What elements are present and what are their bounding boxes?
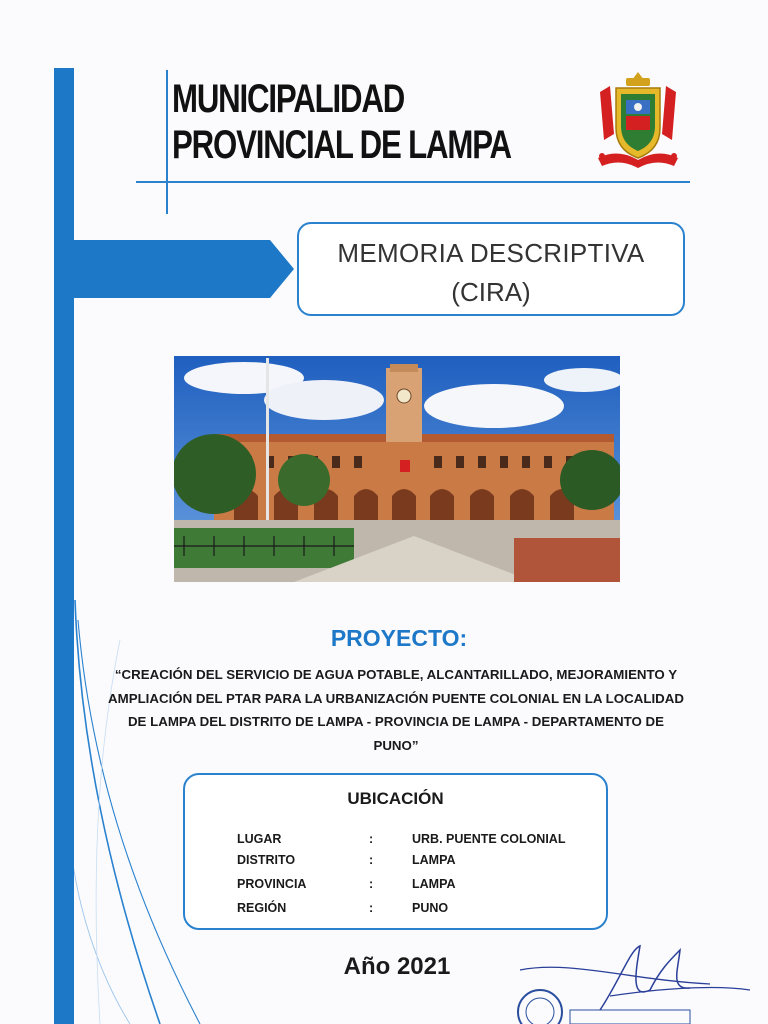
location-key: PROVINCIA [237,877,307,891]
location-key: DISTRITO [237,853,296,867]
project-description: “CREACIÓN DEL SERVICIO DE AGUA POTABLE, ALCANTARILLADO, MEJORAMIENTO Y AMPLIACIÓN DEL PTAR PARA LA URBANIZACIÓN PUENTE COLONIAL EN LA LOCALIDAD DE LAMPA DEL DISTRITO DE LAMPA - PROVINCIA DE LAMPA - DEPARTAMENTO DE PUNO” [108,667,684,753]
location-value: URB. PUENTE COLONIAL [412,832,566,846]
location-separator: : [369,877,374,891]
municipal-building-photo [174,356,620,582]
signature-stamp-icon [510,940,760,1024]
header-divider-line [136,181,690,183]
location-value: LAMPA [412,877,456,891]
left-blue-bar [54,68,74,1024]
title-line-2: PROVINCIAL DE LAMPA [172,123,511,167]
location-key: LUGAR [237,832,282,846]
location-title: UBICACIÓN [347,789,444,808]
location-separator: : [369,901,374,915]
municipality-title [172,76,592,168]
year-label: Año 2021 [343,953,451,980]
location-separator: : [369,853,374,867]
title-line-1: MUNICIPALIDAD [172,77,405,121]
location-key: REGIÓN [237,901,287,915]
location-value: PUNO [412,901,449,915]
location-value: LAMPA [412,853,456,867]
location-separator: : [369,832,374,846]
municipal-crest-icon [590,70,686,174]
arrow-banner [74,240,294,298]
document-type-box [297,222,685,316]
document-type-line-2: (CIRA) [451,277,531,307]
header-vertical-line [166,70,168,214]
project-label: PROYECTO: [330,625,468,651]
location-box [183,773,608,930]
document-type-line-1: MEMORIA DESCRIPTIVA [337,238,645,268]
